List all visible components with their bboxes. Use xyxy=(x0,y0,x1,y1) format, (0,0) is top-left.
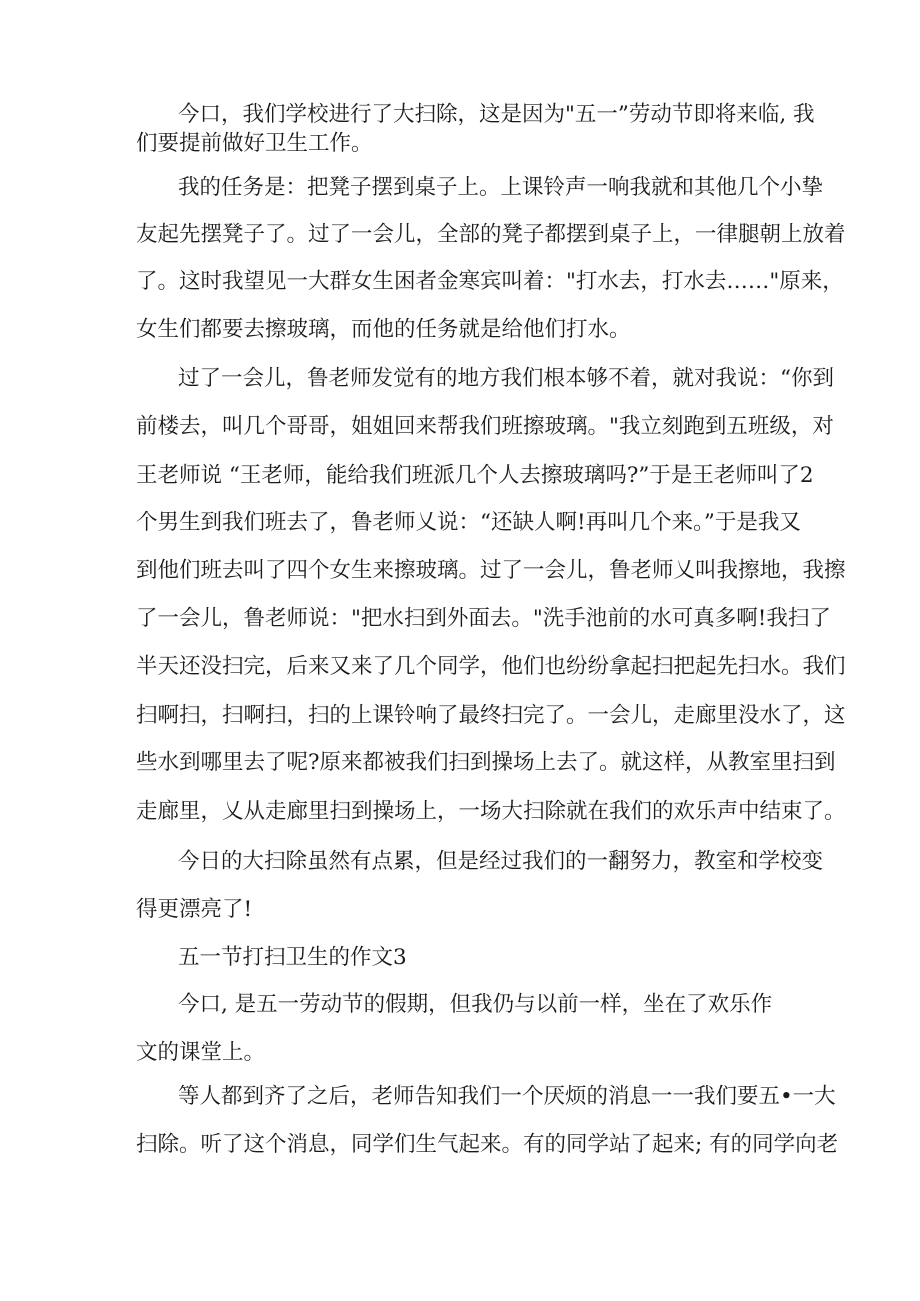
paragraph-2-line-4: 女生们都要去擦玻璃，而他的任务就是给他们打水。 xyxy=(136,317,631,342)
paragraph-6-line-1: 等人都到齐了之后，老师告知我们一个厌烦的消息一一我们要五•一大 xyxy=(178,1084,836,1109)
essay-title-3: 五一节打扫卫生的作文3 xyxy=(178,945,407,970)
paragraph-2-line-1: 我的任务是：把凳子摆到桌子上。上课铃声一响我就和其他几个小挚 xyxy=(178,175,824,200)
paragraph-1-line-1: 今口，我们学校进行了大扫除，这是因为"五一”劳动节即将来临, 我 xyxy=(178,102,815,127)
paragraph-3-line-8: 扫啊扫，扫啊扫，扫的上课铃响了最终扫完了。一会儿，走廊里没水了，这 xyxy=(136,703,846,728)
paragraph-3-line-1: 过了一会儿，鲁老师发觉有的地方我们根本够不着，就对我说：“你到 xyxy=(178,366,834,391)
paragraph-3-line-3: 王老师说 “王老师，能给我们班派几个人去擦玻璃吗?”于是王老师叫了2 xyxy=(136,463,814,488)
paragraph-3-line-7: 半天还没扫完，后来又来了几个同学，他们也纷纷拿起扫把起先扫水。我们 xyxy=(136,654,846,679)
paragraph-3-line-5: 到他们班去叫了四个女生来擦玻璃。过了一会儿，鲁老师乂叫我擦地，我擦 xyxy=(136,558,846,583)
paragraph-3-line-9: 些水到哪里去了呢?原来都被我们扫到操场上去了。就这样，从教室里扫到 xyxy=(136,750,836,775)
paragraph-5-line-1: 今口, 是五一劳动节的假期，但我仍与以前一样，坐在了欢乐作 xyxy=(178,992,773,1017)
paragraph-6-line-2: 扫除。听了这个消息，同学们生气起来。有的同学站了起来; 有的同学向老 xyxy=(136,1132,839,1157)
paragraph-5-line-2: 文的课堂上。 xyxy=(136,1040,266,1065)
paragraph-3-line-4: 个男生到我们班去了，鲁老师乂说：“还缺人啊!再叫几个来。”于是我又 xyxy=(136,510,801,535)
paragraph-1-line-2: 们要提前做好卫生工作。 xyxy=(136,131,373,156)
paragraph-2-line-3: 了。这时我望见一大群女生困者金寒宾叫着："打水去，打水去……"原来， xyxy=(136,269,844,294)
paragraph-3-line-6: 了一会儿，鲁老师说："把水扫到外面去。"洗手池前的水可真多啊!我扫了 xyxy=(136,606,831,631)
paragraph-3-line-2: 前楼去，叫几个哥哥，姐姐回来帮我们班擦玻璃。"我立刻跑到五班级，对 xyxy=(136,414,834,439)
paragraph-4-line-1: 今日的大扫除虽然有点累，但是经过我们的一翻努力，教室和学校变 xyxy=(178,849,824,874)
paragraph-2-line-2: 友起先摆凳子了。过了一会儿，全部的凳子都摆到桌子上，一律腿朝上放着 xyxy=(136,222,846,247)
paragraph-4-line-2: 得更漂亮了! xyxy=(136,897,253,922)
paragraph-3-line-10: 走廊里，乂从走廊里扫到操场上，一场大扫除就在我们的欢乐声中结束了。 xyxy=(136,799,846,824)
